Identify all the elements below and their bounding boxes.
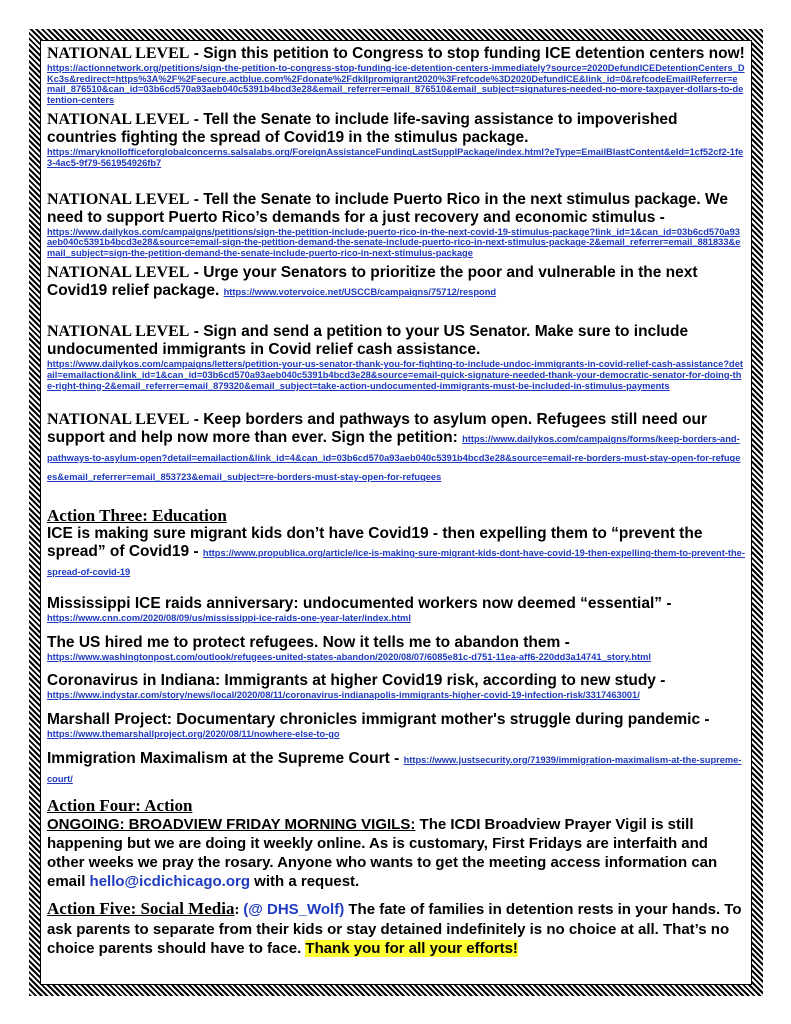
article-link[interactable]: https://www.cnn.com/2020/08/09/us/mississippi-ice-raids-one-year-later/index.html	[47, 613, 411, 624]
education-item-2	[47, 595, 745, 624]
education-item-3	[47, 634, 745, 663]
action-three-heading: Action Three: Education	[47, 506, 227, 526]
article-link[interactable]: https://www.propublica.org/article/ice-is-making-sure-migrant-kids-dont-have-covid-19-then-expelling-them-to-prevent-the-spread-of-covid-19	[47, 548, 745, 578]
petition-link[interactable]: https://www.votervoice.net/USCCB/campaigns/75712/respond	[223, 287, 497, 298]
level-label: NATIONAL LEVEL	[47, 190, 190, 208]
petition-link[interactable]: https://www.dailykos.com/campaigns/letters/petition-your-us-senator-thank-you-for-fighting-to-include-undoc-immigrants-in-covid-relief-cash-assistance?detail=emailaction&link_id=1&can_id=03b6cd570a93aeb040c5391b4bcd3e28&source=email-quick-signature-needed-thank-your-democratic-senator-for-doing-the-right-thing-2&email_referrer=email_879320&email_subject=take-action-undocumented-immigrants-must-be-included-in-stimulus-payments	[47, 359, 743, 391]
petition-link[interactable]: https://maryknollofficeforglobalconcerns.salsalabs.org/ForeignAssistanceFundingLastSupplPackage/index.html?eType=EmailBlastContent&eId=1cf52cf2-1fe3-4ac5-9f79-561954926fb7	[47, 147, 744, 168]
education-item-4	[47, 672, 745, 701]
petition-text: Keep borders and pathways to asylum open. Refugees still need our support and help now more than ever. Sign the petition:	[47, 411, 708, 447]
petition-link[interactable]: https://www.dailykos.com/campaigns/petitions/sign-the-petition-include-puerto-rico-in-the-next-covid-19-stimulus-package?link_id=1&can_id=03b6cd570a93aeb040c5391b4bcd3e28&source=email-sign-the-petition-demand-the-senate-include-puerto-rico-in-next-stimulus-package-2&email_referrer=email_881833&email_subject=sign-the-petition-demand-the-senate-include-puerto-rico-in-next-stimulus-package	[47, 226, 741, 258]
article-link[interactable]: https://www.themarshallproject.org/2020/08/11/nowhere-else-to-go	[47, 728, 340, 739]
article-title: Immigration Maximalism at the Supreme Court	[47, 749, 390, 767]
article-title: The US hired me to protect refugees. Now it tells me to abandon them -	[47, 633, 570, 651]
thanks-highlight: Thank you for all your efforts!	[305, 939, 518, 957]
education-item-1	[47, 525, 745, 581]
level-label: NATIONAL LEVEL	[47, 411, 190, 429]
contact-email-link[interactable]: hello@icdichicago.org	[89, 872, 251, 890]
national-item-5: NATIONAL LEVEL - Sign and send a petition to your US Senator. Make sure to include undocumented immigrants in Covid relief cash assistance. https://www.dailykos.com/campaigns/letters/petition-your-us-senator-thank-you-for-fighting-to-include-undoc-immigrants-in-covid-relief-cash-assistance?detail=emailaction&link_id=1&can_id=03b6cd570a93aeb040c5391b4bcd3e28&source=email-quick-signature-needed-thank-your-democratic-senator-for-doing-the-right-thing-2&email_referrer=email_879320&email_subject=take-action-undocumented-immigrants-must-be-included-in-stimulus-payments	[47, 323, 745, 391]
level-label: NATIONAL LEVEL	[47, 45, 190, 62]
petition-text: Sign this petition to Congress to stop funding ICE detention centers now!	[203, 45, 745, 62]
article-title: Marshall Project: Documentary chronicles immigrant mother's struggle during pandemic -	[47, 710, 710, 728]
education-item-6: Immigration Maximalism at the Supreme Court - https://www.justsecurity.org/71939/immigration-maximalism-at-the-supreme-court/	[47, 749, 742, 784]
social-media-paragraph: Action Five: Social Media: (@ DHS_Wolf) The fate of families in detention rests in your hands. To ask parents to separate from their kids or stay detained indefinitely is no choice at all. That’s no choice parents should have to face. Thank you for all your efforts!	[47, 898, 742, 957]
petition-text: Tell the Senate to include life-saving assistance to impoverished countries fighting the spread of Covid19 in the stimulus package.	[47, 111, 678, 147]
article-link[interactable]: https://www.justsecurity.org/71939/immigration-maximalism-at-the-supreme-court/	[47, 754, 742, 784]
page-content	[47, 45, 745, 958]
article-title: ICE is making sure migrant kids don’t have Covid19 - then expelling them to “prevent the spread” of Covid19 -	[47, 525, 703, 561]
education-item-5	[47, 711, 745, 740]
action-four-heading: Action Four: Action	[47, 795, 193, 815]
petition-text: Tell the Senate to include Puerto Rico in the next stimulus package. We need to support Puerto Rico’s demands for a just recovery and economic stimulus -	[47, 190, 729, 226]
twitter-handle[interactable]: (@ DHS_Wolf)	[243, 900, 345, 918]
petition-text: Urge your Senators to prioritize the poor and vulnerable in the next Covid19 relief package.	[47, 264, 698, 300]
article-title: Coronavirus in Indiana: Immigrants at higher Covid19 risk, according to new study -	[47, 672, 666, 690]
national-item-2: NATIONAL LEVEL - Tell the Senate to include life-saving assistance to impoverished countries fighting the spread of Covid19 in the stimulus package. https://maryknollofficeforglobalconcerns.salsalabs.org/ForeignAssistanceFundingLastSupplPackage/index.html?eType=EmailBlastContent&eId=1cf52cf2-1fe3-4ac5-9f79-561954926fb7	[47, 111, 744, 168]
article-link[interactable]: https://www.indystar.com/story/news/local/2020/08/11/coronavirus-indianapolis-immigrants-higher-covid-19-infection-risk/3317463001/	[47, 690, 640, 701]
level-label: NATIONAL LEVEL	[47, 264, 190, 282]
vigil-paragraph: ONGOING: BROADVIEW FRIDAY MORNING VIGILS: The ICDI Broadview Prayer Vigil is still happening but we are doing it weekly online. As is customary, First Fridays are interfaith and other weeks we pray the rosary. Anyone who wants to get the meeting access information can email hello@icdichicago.org with a request.	[47, 815, 718, 890]
national-item-4: NATIONAL LEVEL - Urge your Senators to prioritize the poor and vulnerable in the next Covid19 relief package. https://www.votervoice.net/USCCB/campaigns/75712/respond	[47, 264, 698, 300]
petition-link[interactable]: https://actionnetwork.org/petitions/sign-the-petition-to-congress-stop-funding-ice-detention-centers-immediately?source=2020DefundICEDetentionCenters_DKc3s&redirect=https%3A%2F%2Fsecure.actblue.com%2Fdonate%2Fdkllpromigrant2020%3Frefcode%3D2020DefundICE&link_id=0&refcodeEmailReferrer=email_876510&can_id=03b6cd570a93aeb040c5391b4bcd3e28&email_referrer=email_876510&email_subject=signatures-needed-no-more-taxpayer-dollars-to-detention-centers	[47, 63, 745, 105]
national-item-3: NATIONAL LEVEL - Tell the Senate to include Puerto Rico in the next stimulus package. We need to support Puerto Rico’s demands for a just recovery and economic stimulus - https://www.dailykos.com/campaigns/petitions/sign-the-petition-include-puerto-rico-in-the-next-covid-19-stimulus-package?link_id=1&can_id=03b6cd570a93aeb040c5391b4bcd3e28&source=email-sign-the-petition-demand-the-senate-include-puerto-rico-in-next-stimulus-package-2&email_referrer=email_881833&email_subject=sign-the-petition-demand-the-senate-include-puerto-rico-in-next-stimulus-package	[47, 191, 745, 259]
article-link[interactable]: https://www.washingtonpost.com/outlook/refugees-united-states-abandon/2020/08/07/6085e81c-d751-11ea-aff6-220dd3a14741_story.html	[47, 651, 651, 662]
national-item-6: NATIONAL LEVEL - Keep borders and pathways to asylum open. Refugees still need our support and help now more than ever. Sign the petition: https://www.dailykos.com/campaigns/forms/keep-borders-and-pathways-to-asylum-open?detail=emailaction&link_id=4&can_id=03b6cd570a93aeb040c5391b4bcd3e28&source=email-re-borders-must-stay-open-for-refugees&email_referrer=email_853723&email_subject=re-borders-must-stay-open-for-refugees	[47, 411, 741, 483]
petition-text: Sign and send a petition to your US Senator. Make sure to include undocumented immigrants in Covid relief cash assistance.	[47, 323, 689, 359]
level-label: NATIONAL LEVEL	[47, 111, 190, 129]
article-title: Mississippi ICE raids anniversary: undocumented workers now deemed “essential” -	[47, 595, 672, 613]
vigil-lead: ONGOING: BROADVIEW FRIDAY MORNING VIGILS:	[47, 815, 416, 833]
action-five-heading: Action Five: Social Media	[47, 898, 235, 918]
level-label: NATIONAL LEVEL	[47, 323, 190, 341]
petition-link[interactable]: https://www.dailykos.com/campaigns/forms/keep-borders-and-pathways-to-asylum-open?detail=emailaction&link_id=4&can_id=03b6cd570a93aeb040c5391b4bcd3e28&source=email-re-borders-must-stay-open-for-refugees&email_referrer=email_853723&email_subject=re-borders-must-stay-open-for-refugees	[47, 434, 741, 483]
national-item-1: NATIONAL LEVEL - Sign this petition to Congress to stop funding ICE detention centers now! https://actionnetwork.org/petitions/sign-the-petition-to-congress-stop-funding-ice-detention-centers-immediately?source=2020DefundICEDetentionCenters_DKc3s&redirect=https%3A%2F%2Fsecure.actblue.com%2Fdonate%2Fdkllpromigrant2020%3Frefcode%3D2020DefundICE&link_id=0&refcodeEmailReferrer=email_876510&can_id=03b6cd570a93aeb040c5391b4bcd3e28&email_referrer=email_876510&email_subject=signatures-needed-no-more-taxpayer-dollars-to-detention-centers	[47, 45, 745, 105]
